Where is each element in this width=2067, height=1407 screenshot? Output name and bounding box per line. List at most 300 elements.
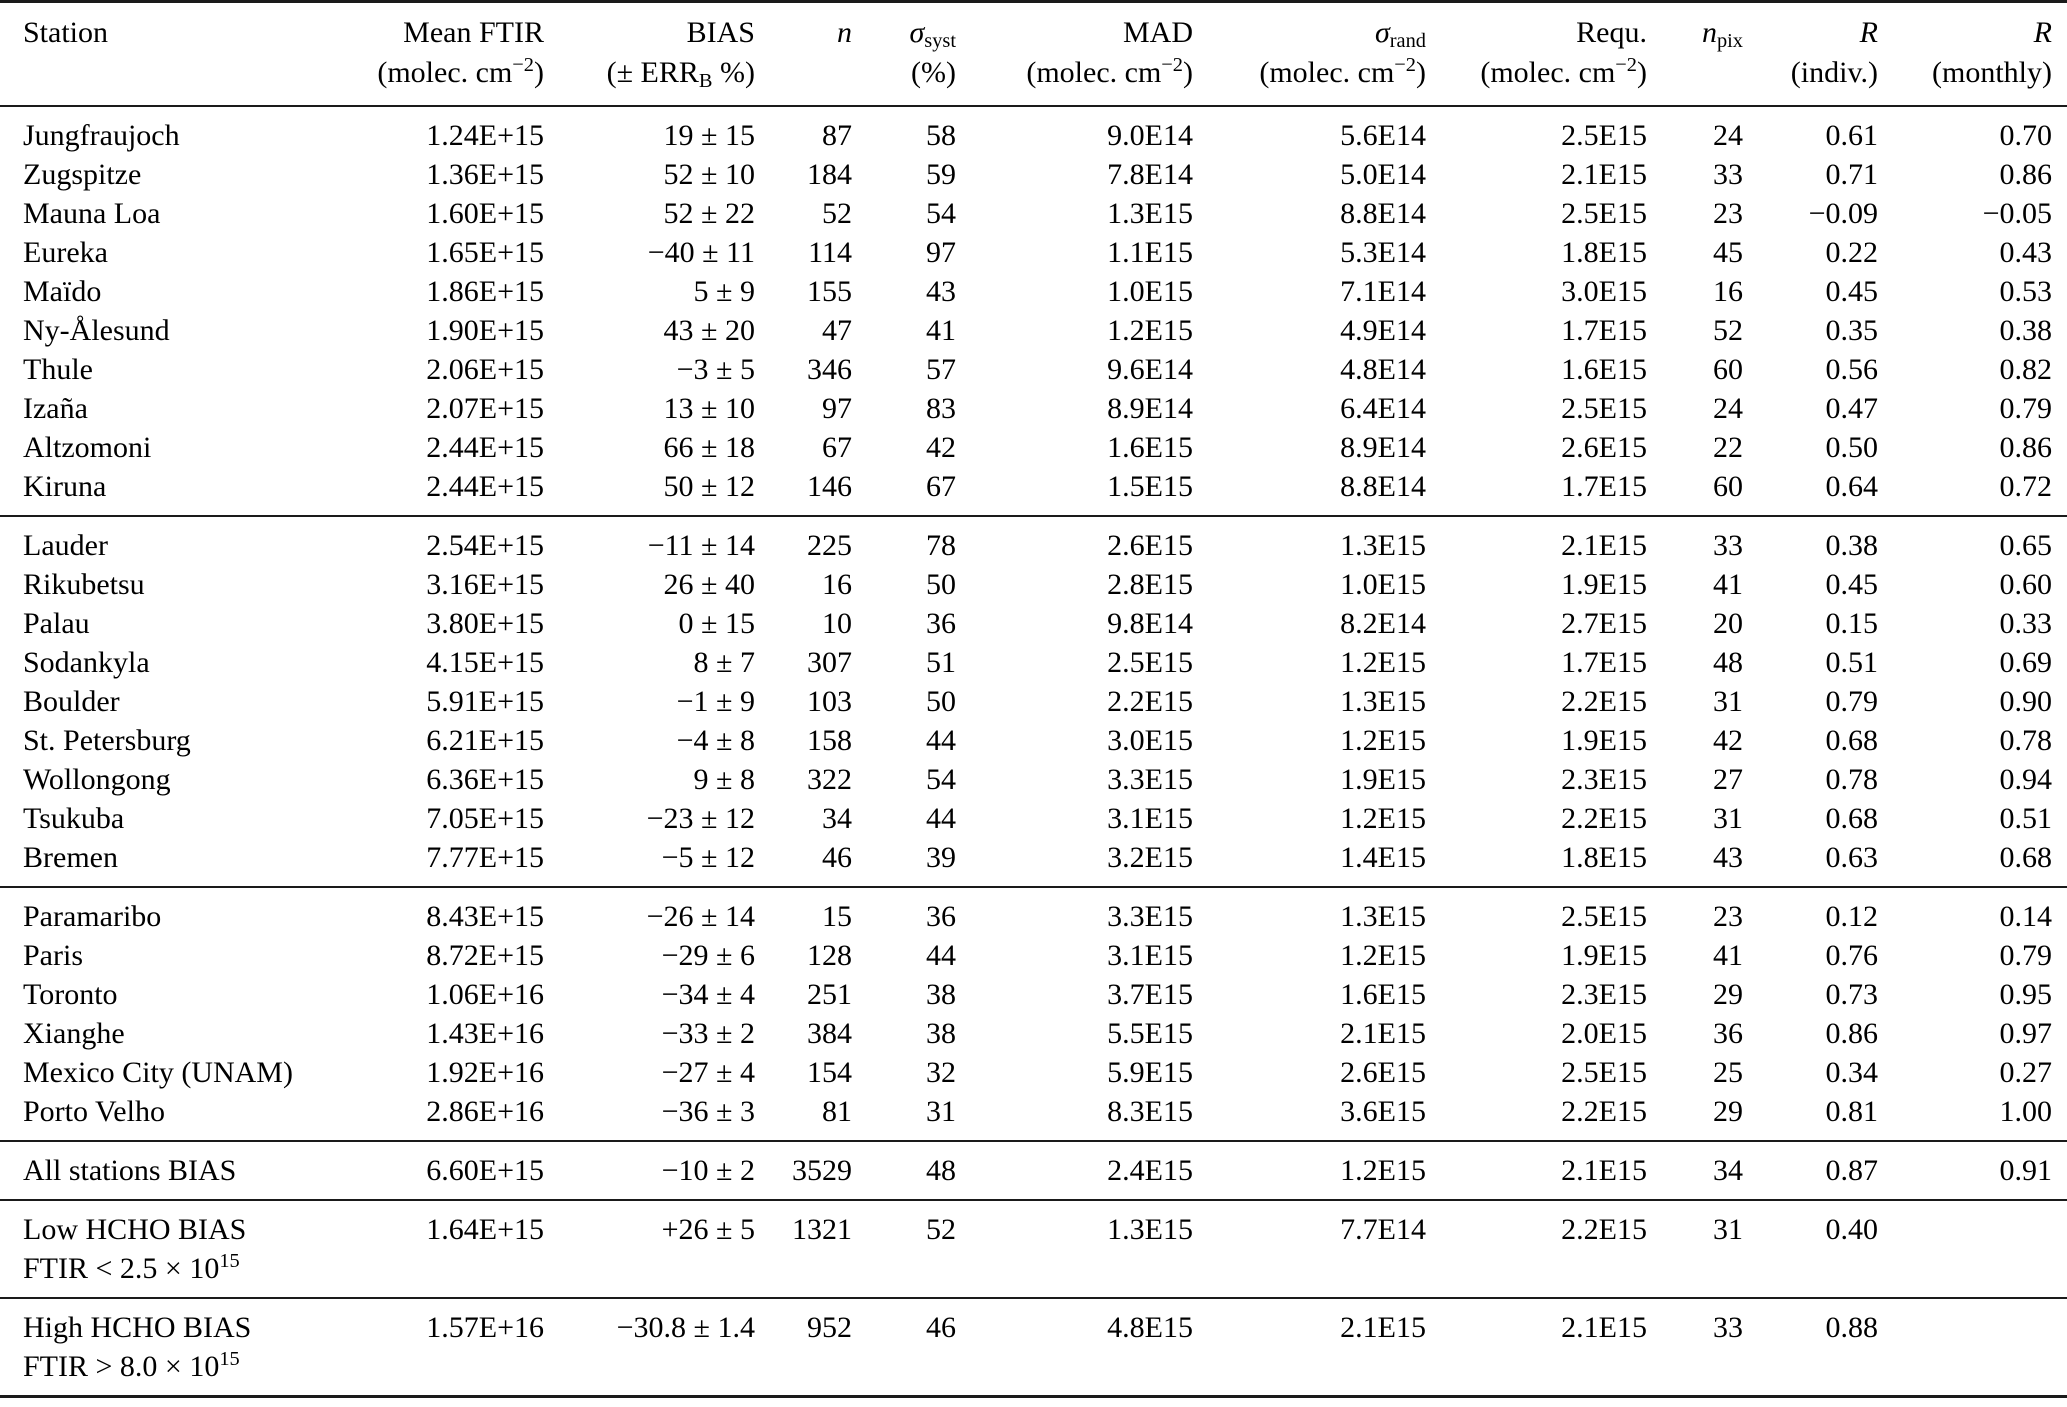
cell-mad: 3.2E15 <box>1107 841 1193 874</box>
header-line1 <box>1878 13 2052 53</box>
station-name <box>0 799 330 838</box>
cell-bias: 43 ± 20 <box>663 314 755 347</box>
cell-r-monthly: 0.27 <box>1999 1056 2052 1089</box>
cell-bias: 13 ± 10 <box>663 392 755 425</box>
table-row <box>0 565 2067 604</box>
table-row <box>0 1092 2067 1141</box>
cell-n-pix: 22 <box>1713 431 1743 464</box>
text-run: 15 <box>219 1249 240 1272</box>
cell-mean-ftir: 1.90E+15 <box>426 314 544 347</box>
cell-r-indiv: 0.22 <box>1825 236 1878 269</box>
cell-r-monthly: 1.00 <box>1999 1095 2052 1128</box>
cell-sigma-rand: 2.1E15 <box>1340 1311 1426 1344</box>
station-name <box>0 760 330 799</box>
column-header-mean-ftir <box>330 2 544 107</box>
row-group-4 <box>0 1141 2067 1200</box>
cell-mad: 9.6E14 <box>1107 353 1193 386</box>
row-group-3 <box>0 887 2067 1141</box>
cell-sigma-rand: 1.2E15 <box>1340 802 1426 835</box>
column-header-requ <box>1426 2 1647 107</box>
cell-bias: −1 ± 9 <box>676 685 755 718</box>
cell-r-monthly: 0.97 <box>1999 1017 2052 1050</box>
station-name <box>0 1092 330 1141</box>
header-line1 <box>956 13 1193 53</box>
text-run: FTIR > 8.0 × 10 <box>23 1350 220 1383</box>
station-label: Lauder <box>23 529 108 562</box>
cell-bias: −27 ± 4 <box>661 1056 755 1089</box>
cell-mad: 1.5E15 <box>1107 470 1193 503</box>
cell-mean-ftir: 3.16E+15 <box>426 568 544 601</box>
cell-mad: 2.8E15 <box>1107 568 1193 601</box>
station-name <box>0 350 330 389</box>
cell-r-indiv: 0.35 <box>1825 314 1878 347</box>
cell-r-monthly: 0.82 <box>1999 353 2052 386</box>
cell-r-indiv: 0.12 <box>1825 900 1878 933</box>
table-row <box>0 311 2067 350</box>
cell-sigma-rand: 7.7E14 <box>1340 1213 1426 1246</box>
cell-mean-ftir: 1.57E+16 <box>426 1311 544 1344</box>
column-header-bias <box>544 2 755 107</box>
header-line2 <box>852 53 956 93</box>
cell-sigma-syst: 52 <box>926 1213 956 1246</box>
cell-sigma-rand: 1.2E15 <box>1340 1154 1426 1187</box>
cell-r-monthly: 0.68 <box>1999 841 2052 874</box>
cell-sigma-rand: 1.3E15 <box>1340 900 1426 933</box>
header-line2 <box>1193 53 1426 93</box>
cell-bias: −4 ± 8 <box>676 724 755 757</box>
cell-bias: −11 ± 14 <box>647 529 755 562</box>
header-line1 <box>1193 13 1426 53</box>
cell-mad: 8.3E15 <box>1107 1095 1193 1128</box>
cell-n: 3529 <box>792 1154 852 1187</box>
cell-sigma-rand: 1.2E15 <box>1340 724 1426 757</box>
cell-r-monthly <box>1878 1298 2067 1397</box>
table-row <box>0 233 2067 272</box>
row-group-2 <box>0 516 2067 887</box>
station-name <box>0 428 330 467</box>
cell-n-pix: 52 <box>1713 314 1743 347</box>
cell-r-monthly: 0.72 <box>1999 470 2052 503</box>
cell-mad: 5.9E15 <box>1107 1056 1193 1089</box>
cell-n: 15 <box>822 900 852 933</box>
cell-mad: 3.3E15 <box>1107 763 1193 796</box>
station-name <box>0 1053 330 1092</box>
cell-n: 67 <box>822 431 852 464</box>
text-run: (%) <box>911 56 956 89</box>
cell-n-pix: 31 <box>1713 802 1743 835</box>
cell-mean-ftir: 3.80E+15 <box>426 607 544 640</box>
cell-mad: 3.1E15 <box>1107 939 1193 972</box>
station-label: St. Petersburg <box>23 724 191 757</box>
header-line1 <box>852 13 956 53</box>
station-name <box>0 106 330 155</box>
station-label-line2 <box>23 1249 330 1288</box>
cell-r-indiv: −0.09 <box>1808 197 1878 230</box>
cell-sigma-syst: 78 <box>926 529 956 562</box>
cell-mad: 1.3E15 <box>1107 1213 1193 1246</box>
cell-sigma-syst: 32 <box>926 1056 956 1089</box>
cell-requ: 2.0E15 <box>1561 1017 1647 1050</box>
station-name <box>0 389 330 428</box>
cell-r-indiv: 0.47 <box>1825 392 1878 425</box>
row-group-6 <box>0 1298 2067 1397</box>
cell-r-indiv: 0.79 <box>1825 685 1878 718</box>
cell-sigma-rand: 7.1E14 <box>1340 275 1426 308</box>
cell-n-pix: 25 <box>1713 1056 1743 1089</box>
table-row <box>0 760 2067 799</box>
column-header-n-pix <box>1647 2 1743 107</box>
cell-sigma-rand: 1.9E15 <box>1340 763 1426 796</box>
cell-n: 307 <box>807 646 852 679</box>
cell-n: 146 <box>807 470 852 503</box>
cell-bias: 5 ± 9 <box>693 275 755 308</box>
text-run: ) <box>1183 56 1193 89</box>
cell-n-pix: 16 <box>1713 275 1743 308</box>
station-name <box>0 155 330 194</box>
table-row <box>0 428 2067 467</box>
cell-n: 155 <box>807 275 852 308</box>
cell-mad: 1.0E15 <box>1107 275 1193 308</box>
text-run: Mean FTIR <box>403 16 544 49</box>
cell-mad: 3.7E15 <box>1107 978 1193 1011</box>
cell-requ: 2.7E15 <box>1561 607 1647 640</box>
cell-sigma-syst: 44 <box>926 724 956 757</box>
table-row <box>0 1141 2067 1200</box>
cell-r-indiv: 0.40 <box>1825 1213 1878 1246</box>
cell-sigma-syst: 44 <box>926 802 956 835</box>
text-run: (monthly) <box>1932 56 2052 89</box>
cell-requ: 2.5E15 <box>1561 1056 1647 1089</box>
cell-n: 16 <box>822 568 852 601</box>
text-run: FTIR < 2.5 × 10 <box>23 1252 220 1285</box>
cell-requ: 1.8E15 <box>1561 236 1647 269</box>
text-run: (± ERR <box>606 56 699 89</box>
cell-mean-ftir: 7.05E+15 <box>426 802 544 835</box>
cell-sigma-rand: 5.0E14 <box>1340 158 1426 191</box>
cell-n: 1321 <box>792 1213 852 1246</box>
cell-r-monthly: 0.95 <box>1999 978 2052 1011</box>
table-row <box>0 799 2067 838</box>
cell-r-monthly: 0.53 <box>1999 275 2052 308</box>
cell-r-indiv: 0.81 <box>1825 1095 1878 1128</box>
cell-mean-ftir: 1.36E+15 <box>426 158 544 191</box>
header-line2 <box>1647 53 1743 93</box>
cell-mad: 7.8E14 <box>1107 158 1193 191</box>
cell-mad: 9.0E14 <box>1107 119 1193 152</box>
cell-mean-ftir: 2.07E+15 <box>426 392 544 425</box>
cell-n-pix: 41 <box>1713 939 1743 972</box>
cell-requ: 2.1E15 <box>1561 1154 1647 1187</box>
cell-requ: 2.2E15 <box>1561 802 1647 835</box>
cell-r-monthly: 0.91 <box>1999 1154 2052 1187</box>
cell-requ: 2.1E15 <box>1561 1311 1647 1344</box>
text-run: Requ. <box>1576 16 1647 49</box>
table-row <box>0 721 2067 760</box>
table-row <box>0 1200 2067 1298</box>
station-label: Altzomoni <box>23 431 152 464</box>
table-row <box>0 1053 2067 1092</box>
cell-n-pix: 60 <box>1713 470 1743 503</box>
cell-r-indiv: 0.87 <box>1825 1154 1878 1187</box>
cell-n-pix: 41 <box>1713 568 1743 601</box>
cell-mean-ftir: 2.86E+16 <box>426 1095 544 1128</box>
cell-r-monthly: 0.14 <box>1999 900 2052 933</box>
cell-sigma-syst: 38 <box>926 1017 956 1050</box>
cell-mean-ftir: 6.36E+15 <box>426 763 544 796</box>
cell-mean-ftir: 2.54E+15 <box>426 529 544 562</box>
table-row <box>0 389 2067 428</box>
cell-r-monthly: 0.38 <box>1999 314 2052 347</box>
header-row <box>0 2 2067 107</box>
cell-r-indiv: 0.51 <box>1825 646 1878 679</box>
cell-requ: 2.2E15 <box>1561 685 1647 718</box>
cell-mad: 3.3E15 <box>1107 900 1193 933</box>
header-line2 <box>330 53 544 93</box>
cell-r-indiv: 0.63 <box>1825 841 1878 874</box>
cell-n-pix: 23 <box>1713 900 1743 933</box>
cell-mean-ftir: 1.24E+15 <box>426 119 544 152</box>
cell-r-indiv: 0.45 <box>1825 568 1878 601</box>
cell-mad: 1.2E15 <box>1107 314 1193 347</box>
cell-requ: 3.0E15 <box>1561 275 1647 308</box>
cell-r-monthly: 0.43 <box>1999 236 2052 269</box>
station-label: Low HCHO BIAS <box>23 1213 247 1246</box>
cell-r-monthly: 0.94 <box>1999 763 2052 796</box>
cell-n-pix: 24 <box>1713 119 1743 152</box>
table-row <box>0 155 2067 194</box>
cell-r-monthly: 0.60 <box>1999 568 2052 601</box>
station-label: Thule <box>23 353 93 386</box>
cell-mean-ftir: 6.21E+15 <box>426 724 544 757</box>
cell-sigma-syst: 41 <box>926 314 956 347</box>
text-run: rand <box>1389 30 1426 53</box>
column-header-mad <box>956 2 1193 107</box>
cell-requ: 2.2E15 <box>1561 1213 1647 1246</box>
cell-n: 97 <box>822 392 852 425</box>
station-name <box>0 311 330 350</box>
station-label-line2 <box>23 1347 330 1386</box>
text-run: MAD <box>1122 16 1193 49</box>
cell-sigma-rand: 8.8E14 <box>1340 197 1426 230</box>
station-label: Boulder <box>23 685 120 718</box>
cell-sigma-syst: 36 <box>926 900 956 933</box>
text-run: (molec. cm <box>1026 56 1162 89</box>
cell-bias: −40 ± 11 <box>647 236 755 269</box>
cell-n-pix: 42 <box>1713 724 1743 757</box>
header-line2 <box>1878 53 2052 93</box>
column-header-n <box>755 2 852 107</box>
station-label: Porto Velho <box>23 1095 165 1128</box>
table-row <box>0 467 2067 516</box>
text-run: σ <box>909 16 925 49</box>
cell-sigma-syst: 67 <box>926 470 956 503</box>
header-line1 <box>755 13 852 53</box>
cell-n-pix: 33 <box>1713 1311 1743 1344</box>
cell-requ: 2.6E15 <box>1561 431 1647 464</box>
cell-mean-ftir: 1.06E+16 <box>426 978 544 1011</box>
cell-requ: 2.1E15 <box>1561 158 1647 191</box>
cell-requ: 1.9E15 <box>1561 568 1647 601</box>
cell-n: 10 <box>822 607 852 640</box>
cell-mean-ftir: 5.91E+15 <box>426 685 544 718</box>
cell-requ: 2.3E15 <box>1561 763 1647 796</box>
cell-sigma-syst: 44 <box>926 939 956 972</box>
cell-sigma-syst: 39 <box>926 841 956 874</box>
station-label: Eureka <box>23 236 108 269</box>
cell-n-pix: 24 <box>1713 392 1743 425</box>
cell-sigma-rand: 1.0E15 <box>1340 568 1426 601</box>
header-line1 <box>544 13 755 53</box>
cell-n: 251 <box>807 978 852 1011</box>
cell-n-pix: 31 <box>1713 685 1743 718</box>
cell-sigma-rand: 4.9E14 <box>1340 314 1426 347</box>
cell-mean-ftir: 1.92E+16 <box>426 1056 544 1089</box>
cell-requ: 1.7E15 <box>1561 314 1647 347</box>
table-row <box>0 106 2067 155</box>
text-run: R <box>2033 16 2052 49</box>
cell-r-monthly: 0.90 <box>1999 685 2052 718</box>
cell-n-pix: 60 <box>1713 353 1743 386</box>
cell-sigma-syst: 57 <box>926 353 956 386</box>
station-name <box>0 721 330 760</box>
cell-sigma-syst: 42 <box>926 431 956 464</box>
cell-sigma-rand: 5.3E14 <box>1340 236 1426 269</box>
cell-requ: 2.5E15 <box>1561 392 1647 425</box>
cell-r-monthly: 0.86 <box>1999 158 2052 191</box>
cell-r-indiv: 0.68 <box>1825 724 1878 757</box>
cell-requ: 1.8E15 <box>1561 841 1647 874</box>
cell-sigma-syst: 54 <box>926 763 956 796</box>
text-run: %) <box>712 56 755 89</box>
station-name <box>0 838 330 887</box>
cell-n: 225 <box>807 529 852 562</box>
cell-n: 81 <box>822 1095 852 1128</box>
cell-r-indiv: 0.68 <box>1825 802 1878 835</box>
text-run: syst <box>924 30 956 53</box>
table-row <box>0 887 2067 936</box>
cell-bias: −36 ± 3 <box>661 1095 755 1128</box>
cell-n: 952 <box>807 1311 852 1344</box>
cell-n-pix: 20 <box>1713 607 1743 640</box>
cell-r-monthly: 0.33 <box>1999 607 2052 640</box>
cell-mad: 8.9E14 <box>1107 392 1193 425</box>
cell-sigma-syst: 50 <box>926 568 956 601</box>
station-label: Ny-Ålesund <box>23 314 170 347</box>
header-line2 <box>1743 53 1878 93</box>
cell-mad: 3.0E15 <box>1107 724 1193 757</box>
station-name <box>0 1298 330 1397</box>
cell-bias: −29 ± 6 <box>661 939 755 972</box>
cell-requ: 2.5E15 <box>1561 900 1647 933</box>
cell-r-indiv: 0.88 <box>1825 1311 1878 1344</box>
text-run: Station <box>23 16 109 49</box>
cell-mean-ftir: 2.44E+15 <box>426 431 544 464</box>
cell-sigma-rand: 1.3E15 <box>1340 529 1426 562</box>
table-row <box>0 975 2067 1014</box>
cell-r-monthly: 0.78 <box>1999 724 2052 757</box>
cell-n: 184 <box>807 158 852 191</box>
cell-bias: −3 ± 5 <box>676 353 755 386</box>
cell-sigma-syst: 51 <box>926 646 956 679</box>
cell-mad: 2.6E15 <box>1107 529 1193 562</box>
cell-bias: 8 ± 7 <box>693 646 755 679</box>
station-label: Rikubetsu <box>23 568 145 601</box>
cell-sigma-rand: 1.3E15 <box>1340 685 1426 718</box>
text-run: (molec. cm <box>377 56 513 89</box>
station-label: Bremen <box>23 841 118 874</box>
cell-mean-ftir: 6.60E+15 <box>426 1154 544 1187</box>
cell-r-indiv: 0.34 <box>1825 1056 1878 1089</box>
cell-r-indiv: 0.56 <box>1825 353 1878 386</box>
cell-mean-ftir: 2.44E+15 <box>426 470 544 503</box>
header-line2 <box>755 53 852 93</box>
cell-requ: 2.2E15 <box>1561 1095 1647 1128</box>
station-label: Paris <box>23 939 83 972</box>
text-run: σ <box>1374 16 1390 49</box>
cell-r-indiv: 0.38 <box>1825 529 1878 562</box>
cell-sigma-rand: 2.6E15 <box>1340 1056 1426 1089</box>
cell-n-pix: 29 <box>1713 978 1743 1011</box>
cell-n: 384 <box>807 1017 852 1050</box>
table-row <box>0 516 2067 565</box>
cell-mad: 5.5E15 <box>1107 1017 1193 1050</box>
cell-bias: 52 ± 22 <box>663 197 755 230</box>
cell-r-indiv: 0.64 <box>1825 470 1878 503</box>
row-group-5 <box>0 1200 2067 1298</box>
text-run: −2 <box>512 53 534 76</box>
cell-sigma-rand: 1.6E15 <box>1340 978 1426 1011</box>
cell-r-monthly: −0.05 <box>1982 197 2052 230</box>
text-run: (molec. cm <box>1259 56 1395 89</box>
cell-bias: 0 ± 15 <box>678 607 755 640</box>
cell-mad: 3.1E15 <box>1107 802 1193 835</box>
station-label: Mauna Loa <box>23 197 161 230</box>
cell-sigma-syst: 43 <box>926 275 956 308</box>
cell-bias: 50 ± 12 <box>663 470 755 503</box>
station-label: Maïdo <box>23 275 102 308</box>
cell-bias: −26 ± 14 <box>646 900 755 933</box>
cell-mean-ftir: 2.06E+15 <box>426 353 544 386</box>
cell-r-indiv: 0.15 <box>1825 607 1878 640</box>
table-header <box>0 2 2067 107</box>
cell-sigma-rand: 1.2E15 <box>1340 646 1426 679</box>
cell-requ: 2.3E15 <box>1561 978 1647 1011</box>
table-row <box>0 643 2067 682</box>
cell-mean-ftir: 4.15E+15 <box>426 646 544 679</box>
column-header-sigma-syst <box>852 2 956 107</box>
column-header-r-monthly <box>1878 2 2067 107</box>
cell-r-monthly: 0.69 <box>1999 646 2052 679</box>
cell-sigma-syst: 59 <box>926 158 956 191</box>
station-label: Paramaribo <box>23 900 162 933</box>
cell-mean-ftir: 8.43E+15 <box>426 900 544 933</box>
cell-bias: 26 ± 40 <box>663 568 755 601</box>
cell-sigma-rand: 5.6E14 <box>1340 119 1426 152</box>
table-row <box>0 350 2067 389</box>
cell-bias: −23 ± 12 <box>646 802 755 835</box>
header-line1 <box>330 13 544 53</box>
station-name <box>0 1014 330 1053</box>
text-run: n <box>1701 16 1717 49</box>
cell-sigma-rand: 8.2E14 <box>1340 607 1426 640</box>
cell-mad: 2.5E15 <box>1107 646 1193 679</box>
station-label: Jungfraujoch <box>23 119 180 152</box>
cell-n-pix: 43 <box>1713 841 1743 874</box>
table-row <box>0 604 2067 643</box>
header-line1 <box>1743 13 1878 53</box>
station-label: Toronto <box>23 978 118 1011</box>
cell-mean-ftir: 1.65E+15 <box>426 236 544 269</box>
